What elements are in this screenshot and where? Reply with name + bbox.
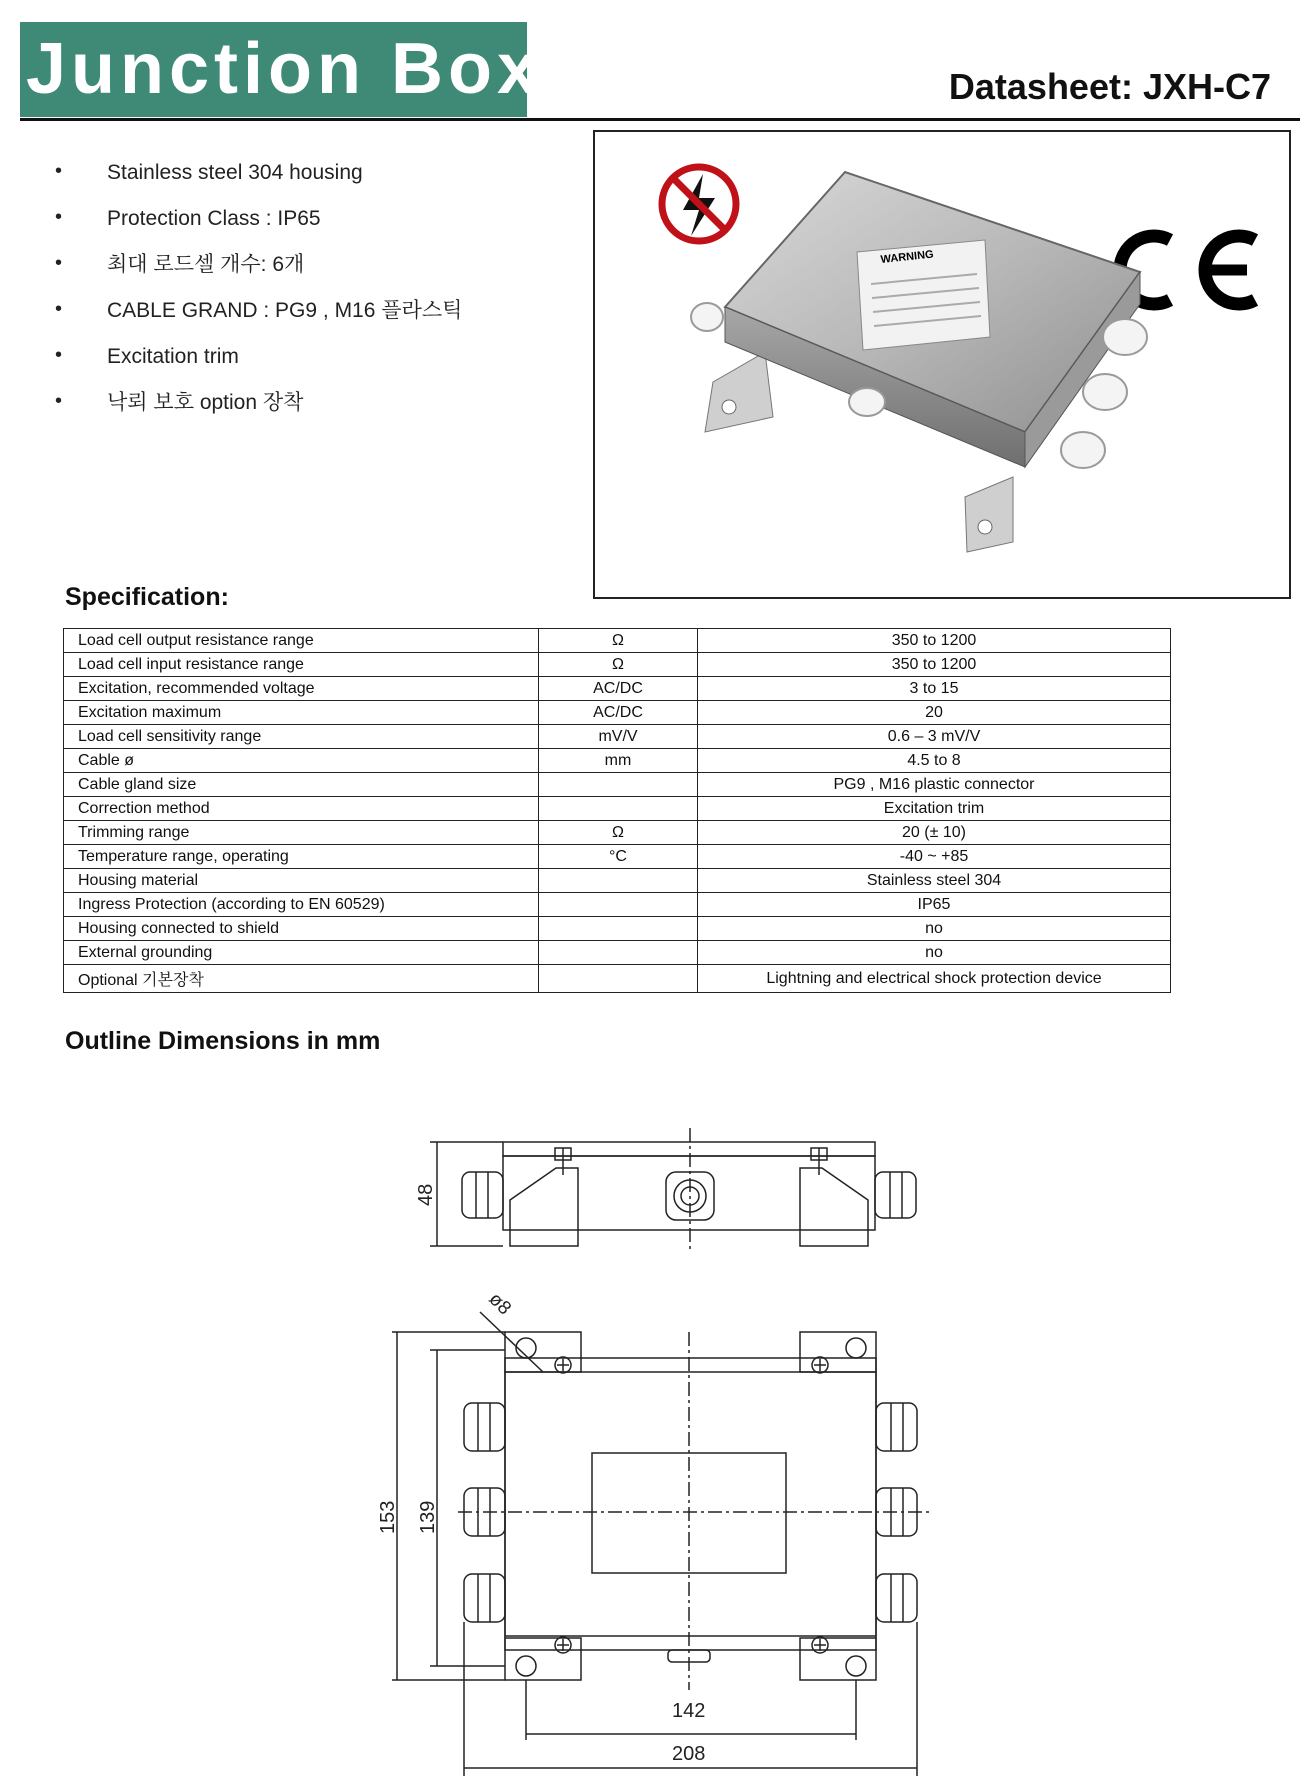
dim-depth-outer-label: 153 [377, 1500, 399, 1534]
bullet-icon: • [55, 206, 63, 228]
feature-item: • Protection Class : IP65 [55, 206, 321, 230]
warning-label: WARNING [880, 248, 935, 266]
feature-list [55, 162, 462, 438]
bullet-icon: • [55, 390, 63, 412]
header-divider [20, 118, 1300, 121]
side-view [415, 1128, 916, 1250]
spec-table [63, 628, 1171, 993]
bullet-icon: • [55, 344, 63, 366]
feature-item: • 낙뢰 보호 option 장착 [55, 390, 304, 414]
outline-heading: Outline Dimensions in mm [65, 1027, 381, 1055]
dim-width-label: 208 [672, 1743, 706, 1765]
dim-hole-spacing-label: 142 [672, 1700, 706, 1722]
table-row: Ingress Protection (according to EN 60529) IP65 [64, 893, 1171, 917]
spec-heading: Specification: [65, 583, 229, 611]
dim-height-label: 48 [415, 1183, 437, 1206]
table-row: External grounding no [64, 941, 1171, 965]
table-row: Correction method Excitation trim [64, 797, 1171, 821]
bullet-icon: • [55, 298, 63, 320]
bullet-icon: • [55, 252, 63, 274]
product-photo [593, 130, 1291, 599]
feature-item: • Stainless steel 304 housing [55, 160, 363, 184]
brand-title: Junction Box [20, 22, 527, 117]
table-row: Excitation maximum AC/DC 20 [64, 701, 1171, 725]
table-row: Housing material Stainless steel 304 [64, 869, 1171, 893]
table-row: Cable ø mm 4.5 to 8 [64, 749, 1171, 773]
datasheet-title: Datasheet: JXH-C7 [948, 66, 1271, 107]
top-view [377, 1289, 930, 1776]
outline-drawing [0, 1100, 1313, 1776]
table-row: Housing connected to shield no [64, 917, 1171, 941]
screw-icon [555, 1357, 828, 1653]
dim-hole-label: ø8 [484, 1288, 516, 1320]
feature-item: • 최대 로드셀 개수: 6개 [55, 252, 305, 276]
feature-item: • Excitation trim [55, 344, 239, 368]
table-row: Load cell output resistance range Ω 350 to 1200 [64, 629, 1171, 653]
table-row: Trimming range Ω 20 (± 10) [64, 821, 1171, 845]
table-row: Optional 기본장착 Lightning and electrical shock protection device [64, 965, 1171, 993]
table-row: Load cell input resistance range Ω 350 to 1200 [64, 653, 1171, 677]
bullet-icon: • [55, 160, 63, 182]
table-row: Load cell sensitivity range mV/V 0.6 – 3 mV/V [64, 725, 1171, 749]
junction-box-illustration [595, 132, 1289, 597]
table-row: Cable gland size PG9 , M16 plastic connector [64, 773, 1171, 797]
table-row: Temperature range, operating °C -40 ~ +85 [64, 845, 1171, 869]
table-row: Excitation, recommended voltage AC/DC 3 to 15 [64, 677, 1171, 701]
no-lightning-icon [662, 167, 736, 241]
dim-depth-inner-label: 139 [417, 1500, 439, 1534]
feature-item: • CABLE GRAND : PG9 , M16 플라스틱 [55, 298, 463, 322]
